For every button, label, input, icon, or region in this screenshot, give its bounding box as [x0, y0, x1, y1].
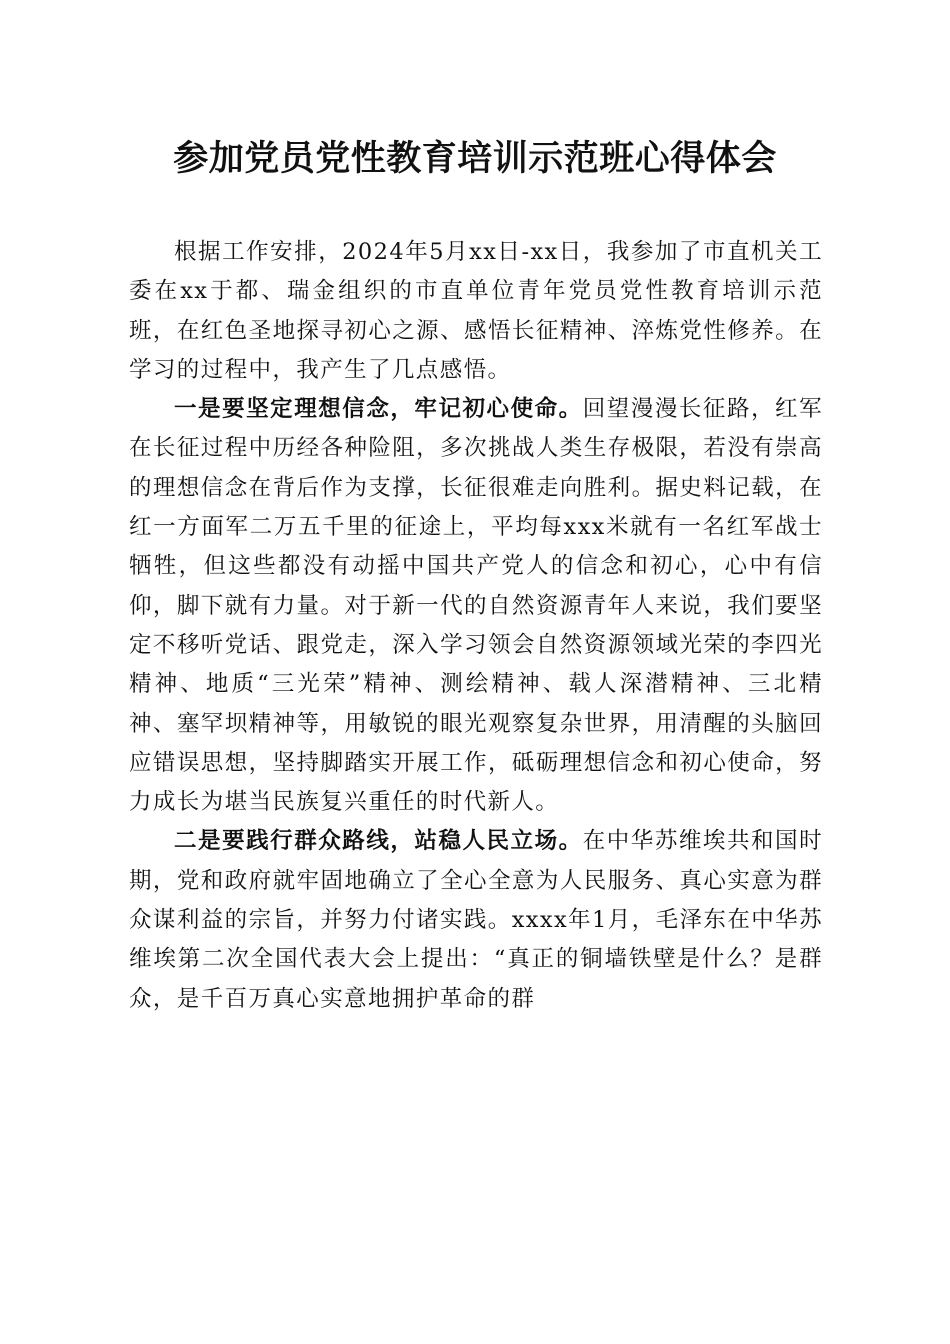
document-title: 参加党员党性教育培训示范班心得体会 — [173, 138, 777, 179]
document-body — [129, 233, 823, 1019]
paragraph-lead: 二是要践行群众路线，站稳人民立场。 — [174, 828, 583, 855]
paragraph-intro — [129, 233, 823, 390]
paragraph-text: 根据工作安排，2024年5月xx日-xx日，我参加了市直机关工委在xx于都、瑞金组织的市直单位青年党员党性教育培训示范班，在红色圣地探寻初心之源、感悟长征精神、淬炼党性修养。在学习的过程中，我产生了几点感悟。 — [129, 239, 823, 383]
paragraph-text: 在中华苏维埃共和国时期，党和政府就牢固地确立了全心全意为人民服务、真心实意为群众谋利益的宗旨，并努力付诸实践。xxxx年1月，毛泽东在中华苏维埃第二次全国代表大会上提出：“真正的铜墙铁壁是什么？是群众，是千百万真心实意地拥护革命的群 — [129, 828, 823, 1012]
paragraph-point-one — [129, 390, 823, 822]
paragraph-lead: 一是要坚定理想信念，牢记初心使命。 — [174, 396, 583, 423]
paragraph-point-two — [129, 822, 823, 1018]
paragraph-text: 回望漫漫长征路，红军在长征过程中历经各种险阻，多次挑战人类生存极限，若没有崇高的理想信念在背后作为支撑，长征很难走向胜利。据史料记载，在红一方面军二万五千里的征途上，平均每xxx米就有一名红军战士牺牲，但这些都没有动摇中国共产党人的信念和初心，心中有信仰，脚下就有力量。对于新一代的自然资源青年人来说，我们要坚定不移听党话、跟党走，深入学习领会自然资源领域光荣的李四光精神、地质“三光荣”精神、测绘精神、载人深潜精神、三北精神、塞罕坝精神等，用敏锐的眼光观察复杂世界，用清醒的头脑回应错误思想，坚持脚踏实开展工作，砥砺理想信念和初心使命，努力成长为堪当民族复兴重任的时代新人。 — [129, 396, 823, 816]
